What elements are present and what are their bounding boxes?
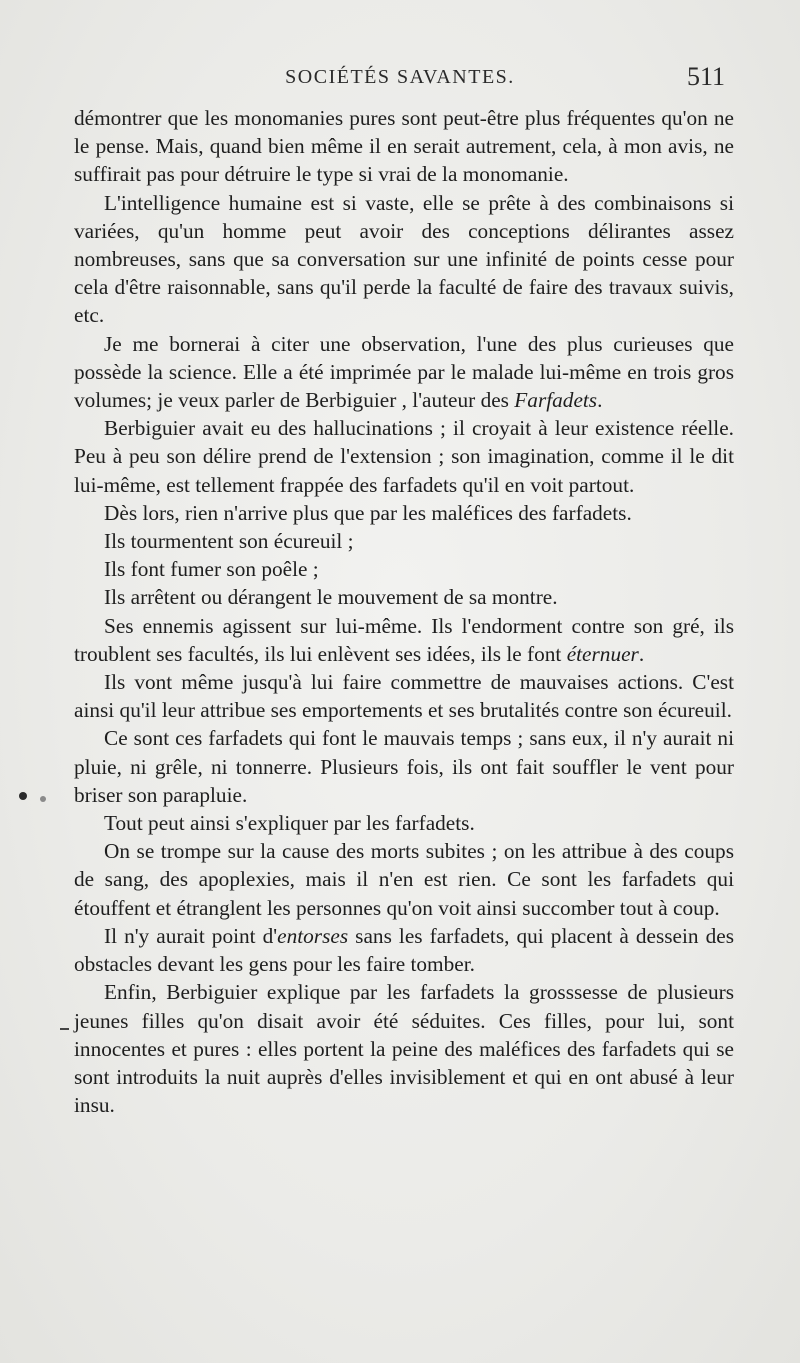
paragraph-4: Berbiguier avait eu des hallucinations ; il croyait à leur existence réelle. Peu à peu son délire prend de l'extension ; son imagination, comme il le dit lui-même, est tellement frappée des farfadets qu'il en voit partout. (74, 416, 734, 497)
paragraph-14 (74, 922, 734, 978)
paragraph-3 (74, 330, 734, 415)
margin-ink-mark (60, 1028, 69, 1030)
paragraph-9-end: . (638, 641, 645, 666)
margin-ink-dot-faint (40, 796, 46, 802)
list-line-2: Ils font fumer son poêle ; (104, 557, 319, 582)
paragraph-14-end: sans les farfadets, qui placent à dessein des obstacles devant les gens pour les faire tomber. (74, 923, 734, 977)
paragraph-9 (74, 612, 734, 668)
paragraph-15: Enfin, Berbiguier explique par les farfadets la grosssesse de plusieurs jeunes filles qu'on disait avoir été séduites. Ces filles, pour lui, sont innocentes et pures : elles portent la peine des maléfices des farfadets qui se sont introduits la nuit auprès d'elles invisiblement et qui en ont abusé à leur insu. (74, 980, 734, 1118)
paragraph-12: Tout peut ainsi s'expliquer par les farfadets. (104, 811, 475, 836)
paragraph-14-text: Il n'y aurait point d' (104, 923, 278, 948)
list-line-3: Ils arrêtent ou dérangent le mouvement de sa montre. (104, 585, 558, 610)
paragraph-11: Ce sont ces farfadets qui font le mauvais temps ; sans eux, il n'y aurait ni pluie, ni grêle, ni tonnerre. Plusieurs fois, ils ont fait souffler le vent pour briser son parapluie. (74, 726, 734, 807)
paragraph-2: L'intelligence humaine est si vaste, elle se prête à des combinaisons si variées, qu'un homme peut avoir des conceptions délirantes assez nombreuses, sans que sa conversation sur une infinité de points cesse pour cela d'être raisonnable, sans qu'il perde la faculté de faire des travaux suivis, etc. (74, 190, 734, 328)
body-text (74, 104, 734, 1119)
running-head: SOCIÉTÉS SAVANTES. (285, 66, 515, 88)
paragraph-9-text: Ses ennemis agissent sur lui-même. Ils l'endorment contre son gré, ils troublent ses facultés, ils lui enlèvent ses idées, ils le font (74, 613, 734, 666)
list-line-1: Ils tourmentent son écureuil ; (104, 529, 354, 554)
paragraph-13: On se trompe sur la cause des morts subites ; on les attribue à des coups de sang, des apoplexies, mais il n'en est rien. Ce sont les farfadets qui étouffent et étranglent les personnes qu'on voit ainsi succomber tout à coup. (74, 839, 734, 920)
paragraph-14-italic: entorses (277, 923, 349, 948)
paragraph-10: Ils vont même jusqu'à lui faire commettre de mauvaises actions. C'est ainsi qu'il leur attribue ses emportements et ses brutalités contre son écureuil. (74, 670, 734, 723)
paragraph-3-text: Je me bornerai à citer une observation, l'une des plus curieuses que possède la science. Elle a été imprimée par le malade lui-même en trois gros volumes; je veux parler de Berbiguier , l'auteur des (74, 331, 734, 413)
margin-ink-dot (19, 792, 27, 800)
page-header (75, 62, 725, 96)
paragraph-3-italic: Farfadets (514, 388, 598, 413)
paragraph-1: démontrer que les monomanies pures sont peut-être plus fréquentes qu'on ne le pense. Mais, quand bien même il en serait autrement, cela, à mon avis, ne suffirait pas pour détruire le type si vrai de la monomanie. (74, 106, 734, 187)
paragraph-9-italic: éternuer (566, 641, 639, 666)
paragraph-3-end: . (597, 388, 603, 413)
paragraph-5: Dès lors, rien n'arrive plus que par les maléfices des farfadets. (104, 500, 632, 525)
page-number: 511 (686, 62, 725, 91)
